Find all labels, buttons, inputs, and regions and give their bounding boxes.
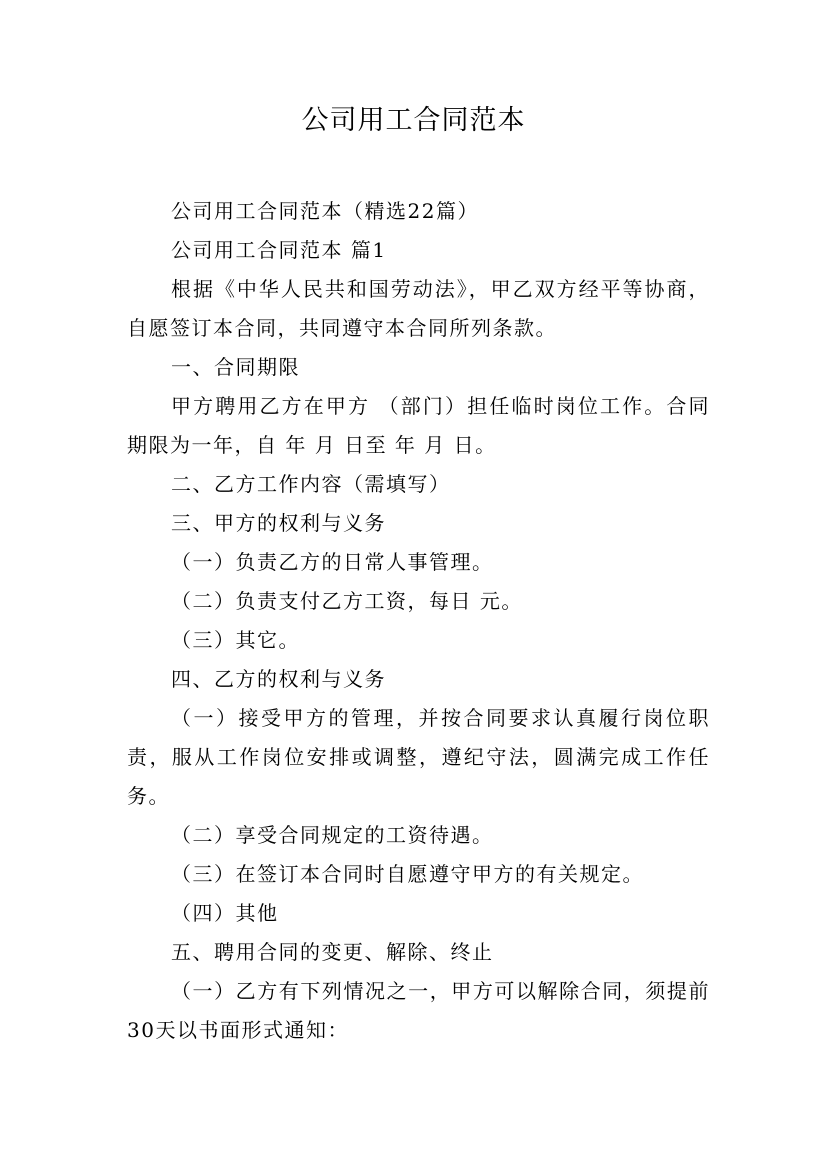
section-heading: 四、乙方的权利与义务	[171, 667, 386, 691]
list-item: （一）乙方有下列情况之一，甲方可以解除合同，须提前30天以书面形式通知：	[127, 979, 710, 1042]
list-item: （三）在签订本合同时自愿遵守甲方的有关规定。	[171, 862, 644, 886]
paragraph: 根据《中华人民共和国劳动法》，甲乙双方经平等协商，自愿签订本合同，共同遵守本合同所列条款。	[127, 277, 710, 340]
paragraph: 甲方聘用乙方在甲方 （部门）担任临时岗位工作。合同期限为一年，自 年 月 日至 年 月 日。	[127, 394, 710, 457]
list-item: （四）其他	[171, 901, 279, 925]
section-heading: 三、甲方的权利与义务	[171, 511, 386, 535]
list-item: （一）接受甲方的管理，并按合同要求认真履行岗位职责，服从工作岗位安排或调整，遵纪守法，圆满完成工作任务。	[127, 706, 710, 808]
document-title: 公司用工合同范本	[301, 105, 526, 136]
paragraph: 公司用工合同范本 篇1	[171, 238, 387, 262]
list-item: （二）享受合同规定的工资待遇。	[171, 823, 494, 847]
list-item: （二）负责支付乙方工资，每日 元。	[171, 589, 523, 613]
document-body	[127, 192, 710, 1050]
list-item: （一）负责乙方的日常人事管理。	[171, 550, 494, 574]
section-heading: 二、乙方工作内容（需填写）	[171, 472, 451, 496]
section-heading: 五、聘用合同的变更、解除、终止	[171, 940, 494, 964]
section-heading: 一、合同期限	[171, 355, 300, 379]
paragraph: 公司用工合同范本（精选22篇）	[171, 199, 479, 223]
list-item: （三）其它。	[171, 628, 300, 652]
